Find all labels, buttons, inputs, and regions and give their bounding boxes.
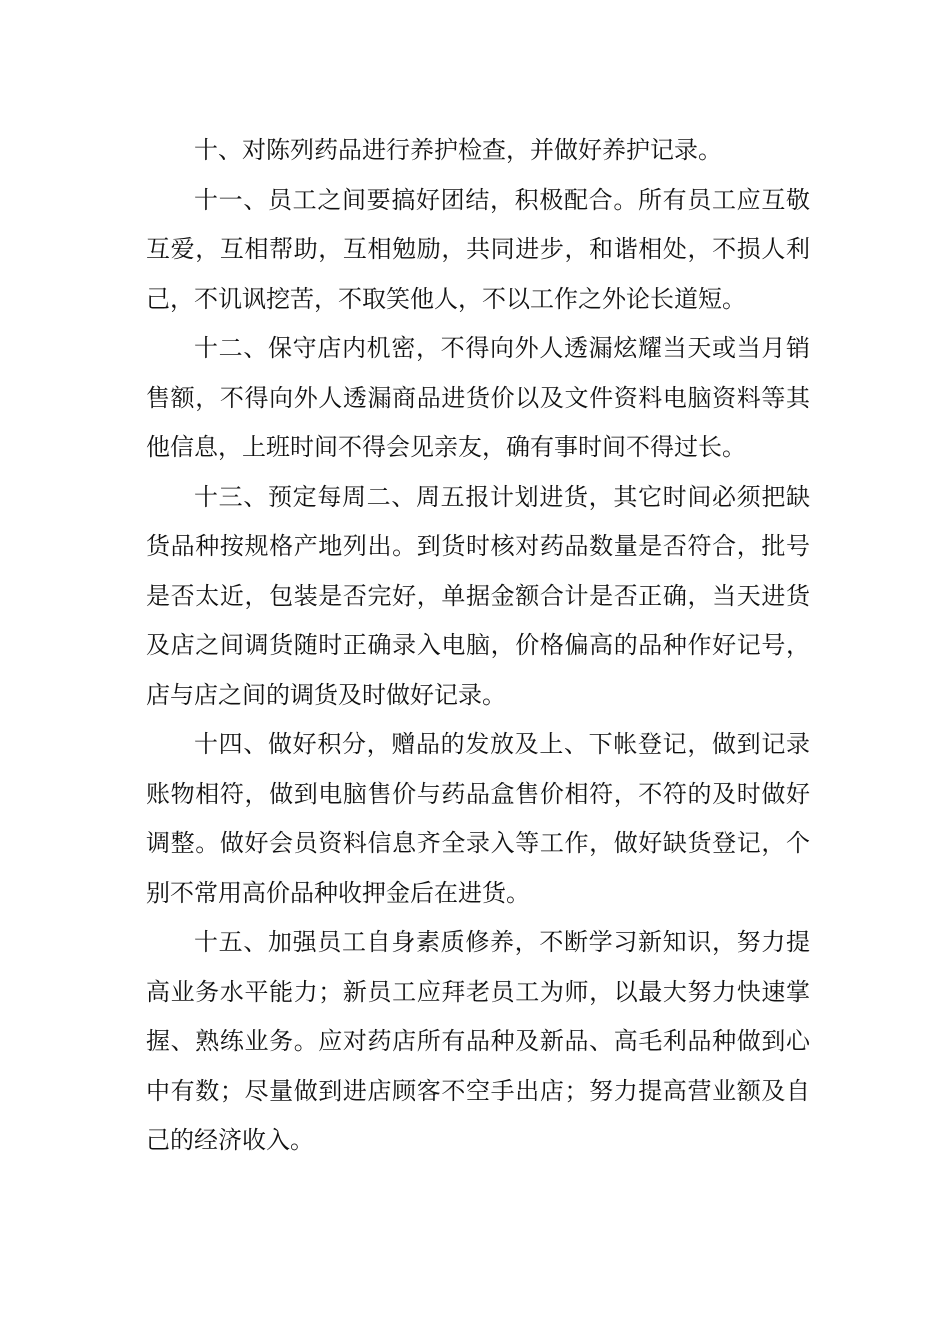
paragraph-14: 十四、做好积分，赠品的发放及上、下帐登记，做到记录账物相符，做到电脑售价与药品盒售价相符，不符的及时做好调整。做好会员资料信息齐全录入等工作，做好缺货登记，个别不常用高价品种收押金后在进货。 xyxy=(146,730,810,907)
document-page xyxy=(146,126,810,1166)
paragraph-11: 十一、员工之间要搞好团结，积极配合。所有员工应互敬互爱，互相帮助，互相勉励，共同进步，和谐相处，不损人利己，不讥讽挖苦，不取笑他人，不以工作之外论长道短。 xyxy=(146,185,810,313)
paragraph-10: 十、对陈列药品进行养护检查，并做好养护记录。 xyxy=(194,136,722,164)
paragraph-15: 十五、加强员工自身素质修养，不断学习新知识，努力提高业务水平能力；新员工应拜老员工为师，以最大努力快速掌握、熟练业务。应对药店所有品种及新品、高毛利品种做到心中有数；尽量做到进店顾客不空手出店；努力提高营业额及自己的经济收入。 xyxy=(146,928,810,1154)
paragraph-13: 十三、预定每周二、周五报计划进货，其它时间必须把缺货品种按规格产地列出。到货时核对药品数量是否符合，批号是否太近，包装是否完好，单据金额合计是否正确，当天进货及店之间调货随时正确录入电脑，价格偏高的品种作好记号，店与店之间的调货及时做好记录。 xyxy=(146,482,810,709)
paragraph-12: 十二、保守店内机密，不得向外人透漏炫耀当天或当月销售额，不得向外人透漏商品进货价以及文件资料电脑资料等其他信息，上班时间不得会见亲友，确有事时间不得过长。 xyxy=(146,334,810,461)
